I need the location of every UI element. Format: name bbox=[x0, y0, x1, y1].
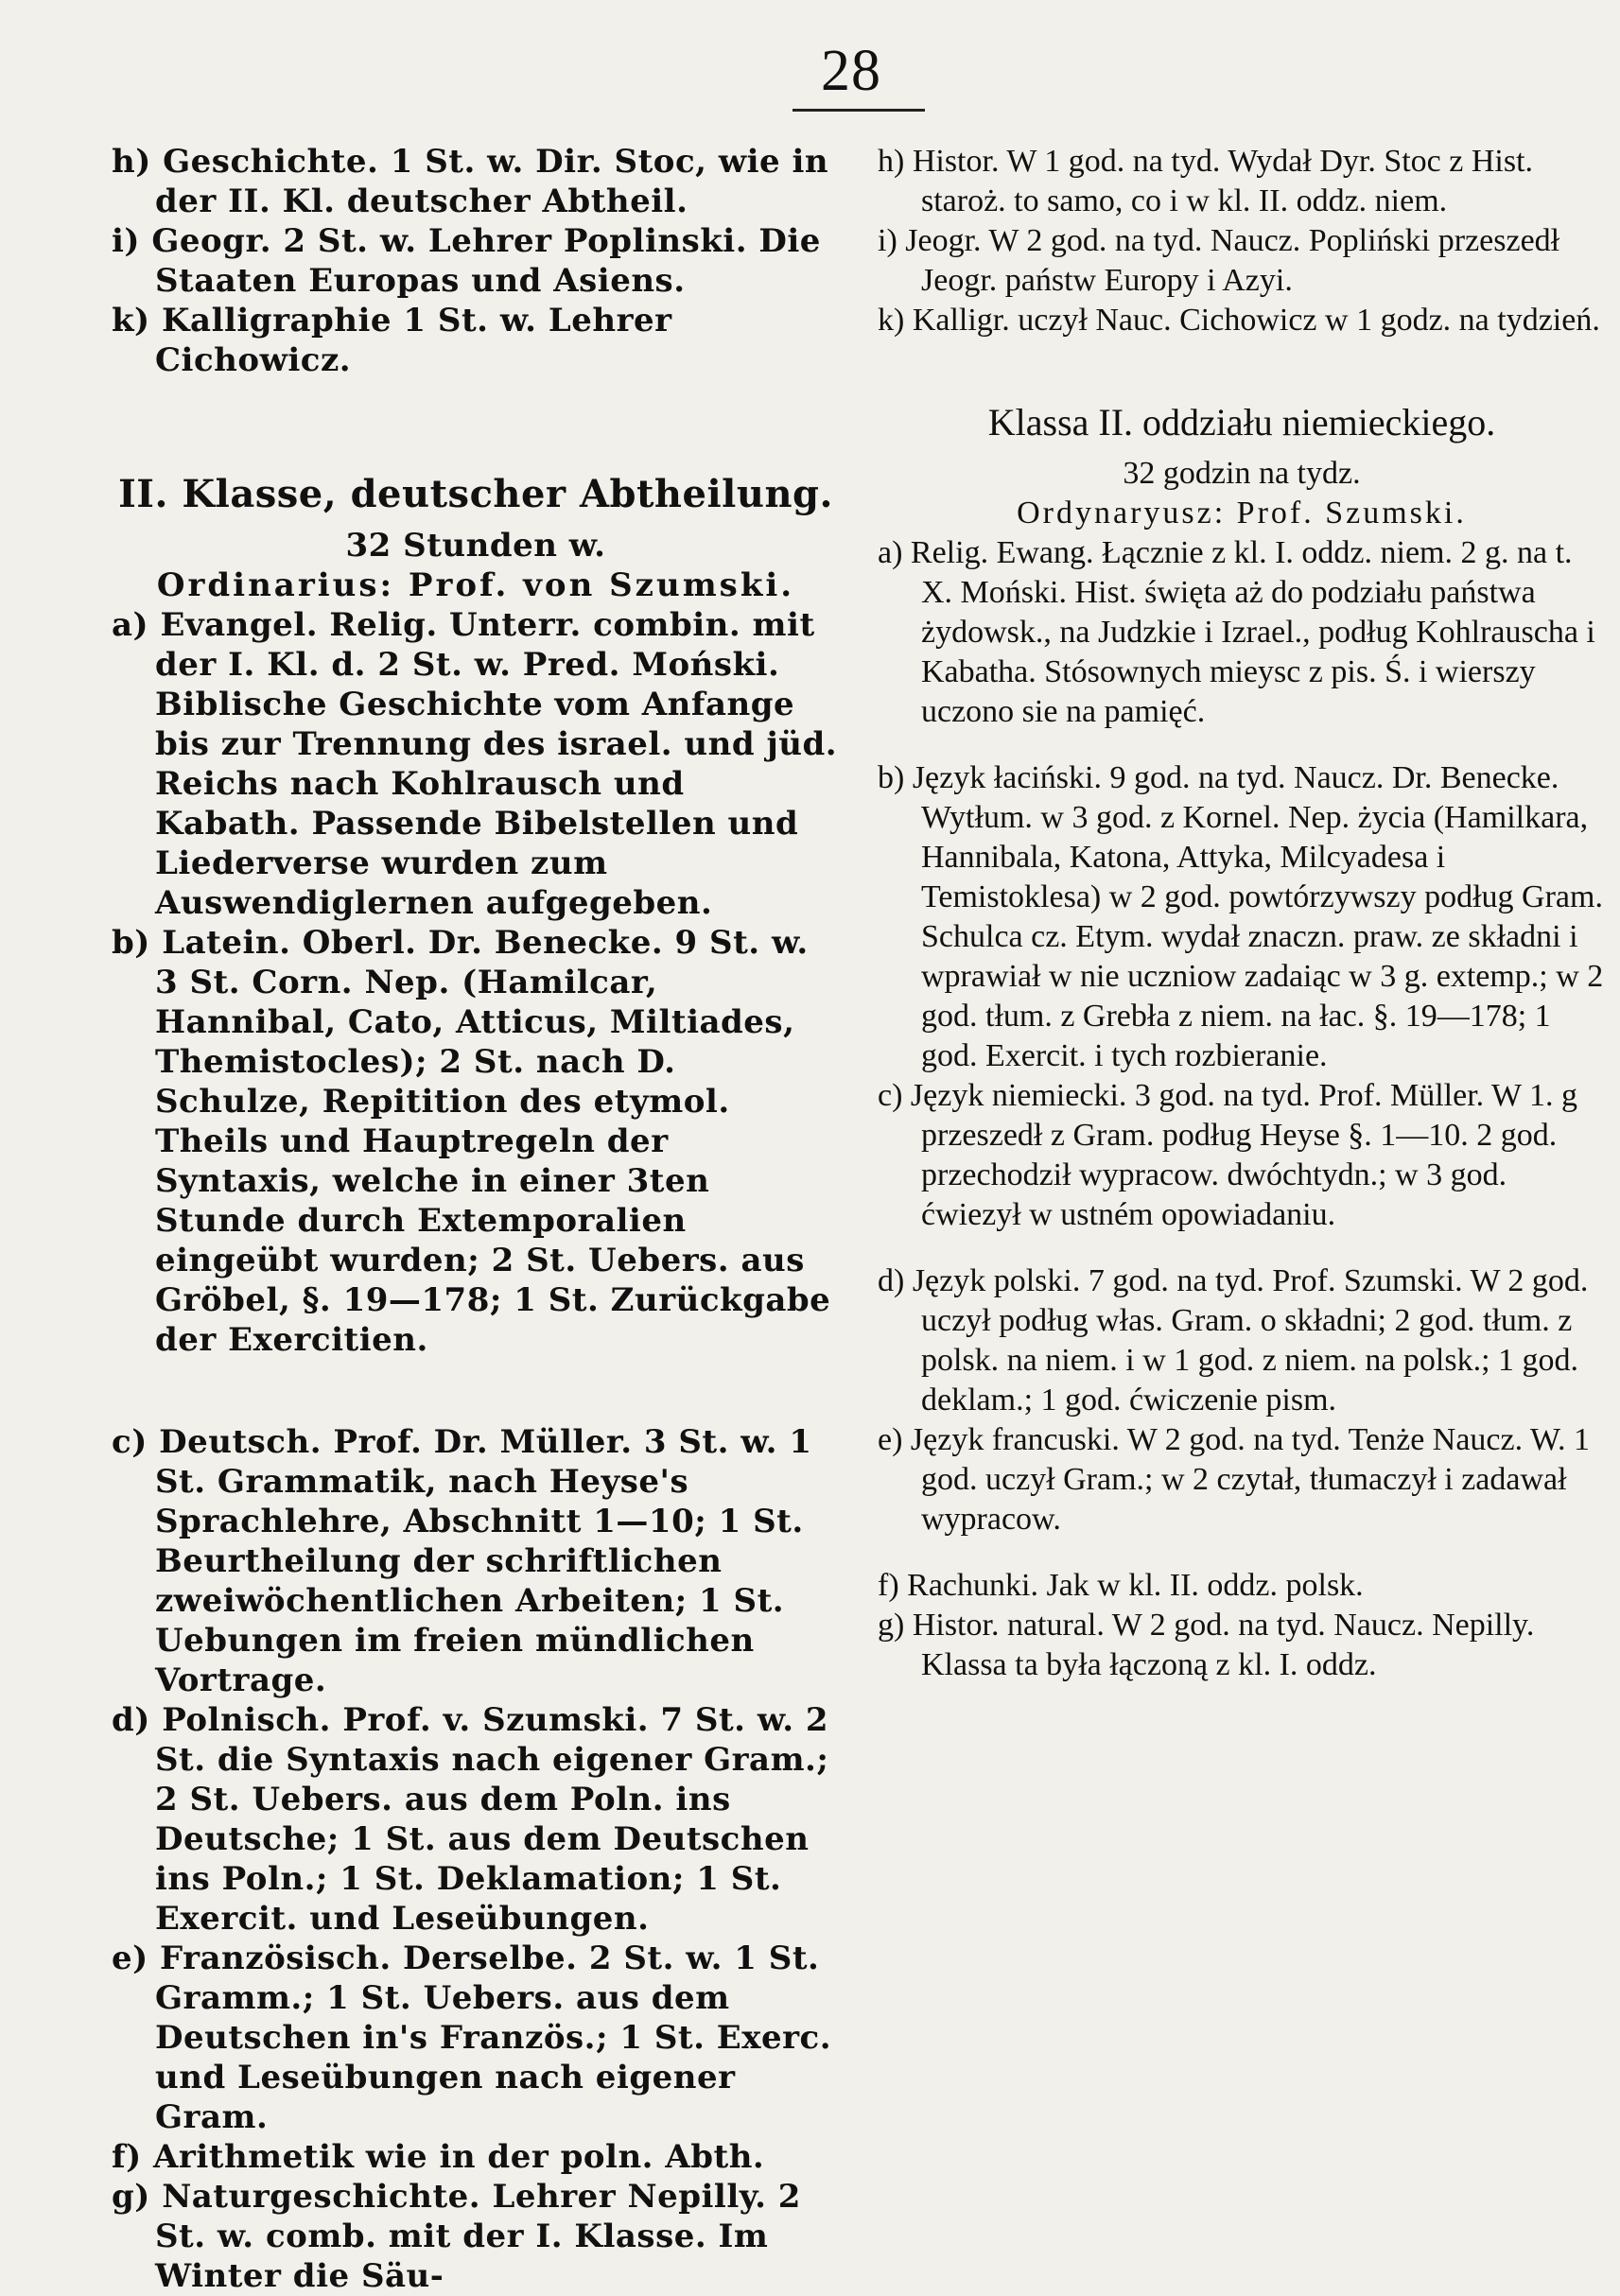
left-item-g: g) Naturgeschichte. Lehrer Nepilly. 2 St. w. comb. mit der I. Klasse. Im Winter die Säu- bbox=[112, 2178, 801, 2295]
right-item-i: i) Jeogr. W 2 god. na tyd. Naucz. Popliński przeszedł Jeogr. państw Europy i Azyi. bbox=[878, 223, 1560, 298]
polish-column bbox=[878, 142, 1606, 1685]
page-number-rule bbox=[793, 109, 925, 112]
right-ordynaryusz: Ordynaryusz: Prof. Szumski. bbox=[1017, 496, 1467, 531]
right-item-k: k) Kalligr. uczył Nauc. Cichowicz w 1 godz. na tydzień. bbox=[878, 303, 1600, 338]
right-item-a: a) Relig. Ewang. Łącznie z kl. I. oddz. niem. 2 g. na t. X. Moński. Hist. święta aż do podziału państwa żydowsk., na Judzkie i Izrael., podług Kohlrauscha i Kabatha. Stósownych mieysc z pis. Ś. i wierszy uczono sie na pamięć. bbox=[878, 535, 1595, 729]
left-item-a: a) Evangel. Relig. Unterr. combin. mit der I. Kl. d. 2 St. w. Pred. Moński. Biblische Geschichte vom Anfange bis zur Trennung des israel. und jüd. Reichs nach Kohlrausch und Kabath. Passende Bibelstellen und Liederverse wurden zum Auswendiglernen aufgegeben. bbox=[112, 606, 838, 922]
left-item-k: k) Kalligraphie 1 St. w. Lehrer Cichowicz. bbox=[112, 302, 672, 379]
right-item-e: e) Język francuski. W 2 god. na tyd. Tenże Naucz. W. 1 god. uczył Gram.; w 2 czytał, tłumaczył i zadawał wypracow. bbox=[878, 1422, 1590, 1537]
right-item-h: h) Histor. W 1 god. na tyd. Wydał Dyr. Stoc z Hist. staroż. to samo, co i w kl. II. oddz. niem. bbox=[878, 144, 1534, 218]
right-section-heading: Klassa II. oddziału niemieckiego. bbox=[987, 401, 1496, 444]
left-item-f: f) Arithmetik wie in der poln. Abth. bbox=[112, 2138, 765, 2176]
right-item-d: d) Język polski. 7 god. na tyd. Prof. Szumski. W 2 god. uczył podług włas. Gram. o składni; 2 god. tłum. z polsk. na niem. i w 1 god. z niem. na polsk.; 1 god. deklam.; 1 god. ćwiczenie pism. bbox=[878, 1263, 1589, 1418]
left-section-heading: II. Klasse, deutscher Abtheilung. bbox=[118, 472, 833, 516]
right-item-c: c) Język niemiecki. 3 god. na tyd. Prof. Müller. W 1. g przeszedł z Gram. podług Heyse §. 1—10. 2 god. przechodził wypracow. dwóchtydn.; w 3 god. ćwiezył w ustném opowiadaniu. bbox=[878, 1078, 1577, 1232]
left-item-c: c) Deutsch. Prof. Dr. Müller. 3 St. w. 1 St. Grammatik, nach Heyse's Sprachlehre, Abschnitt 1—10; 1 St. Beurtheilung der schriftlichen zweiwöchentlichen Arbeiten; 1 St. Uebungen im freien mündlichen Vortrage. bbox=[112, 1423, 812, 1699]
right-hours: 32 godzin na tydz. bbox=[1123, 456, 1361, 491]
right-item-f: f) Rachunki. Jak w kl. II. oddz. polsk. bbox=[878, 1568, 1364, 1603]
right-item-g: g) Histor. natural. W 2 god. na tyd. Naucz. Nepilly. Klassa ta była łączoną z kl. I. oddz. bbox=[878, 1608, 1535, 1682]
left-item-d: d) Polnisch. Prof. v. Szumski. 7 St. w. 2 St. die Syntaxis nach eigener Gram.; 2 St. Uebers. aus dem Poln. ins Deutsche; 1 St. aus dem Deutschen ins Poln.; 1 St. Deklamation; 1 St. Exercit. und Leseübungen. bbox=[112, 1701, 829, 1938]
left-ordinarius: Ordinarius: Prof. von Szumski. bbox=[156, 566, 795, 604]
german-column bbox=[112, 142, 840, 2296]
right-item-b: b) Język łaciński. 9 god. na tyd. Naucz. Dr. Benecke. Wytłum. w 3 god. z Kornel. Nep. życia (Hamilkara, Hannibala, Katona, Attyka, Milcyadesa i Temistoklesa) w 2 god. powtórzywszy podług Gram. Schulca cz. Etym. wydał znaczn. praw. ze składni i wprawiał w nie uczniow zadaiąc w 3 g. extemp.; w 2 god. tłum. z Grebła z niem. na łac. §. 19—178; 1 god. Exercit. i tych rozbieranie. bbox=[878, 760, 1604, 1073]
left-item-e: e) Französisch. Derselbe. 2 St. w. 1 St. Gramm.; 1 St. Uebers. aus dem Deutschen in's Französ.; 1 St. Exerc. und Leseübungen nach eigener Gram. bbox=[112, 1939, 832, 2136]
left-item-b: b) Latein. Oberl. Dr. Benecke. 9 St. w. 3 St. Corn. Nep. (Hamilcar, Hannibal, Cato, Atticus, Miltiades, Themistocles); 2 St. nach D. Schulze, Repitition des etymol. Theils und Hauptregeln der Syntaxis, welche in einer 3ten Stunde durch Extemporalien eingeübt wurden; 2 St. Uebers. aus Gröbel, §. 19—178; 1 St. Zurückgabe der Exercitien. bbox=[112, 924, 831, 1359]
page-number: 28 bbox=[821, 39, 881, 103]
left-item-i: i) Geogr. 2 St. w. Lehrer Poplinski. Die Staaten Europas und Asiens. bbox=[112, 222, 821, 300]
left-item-h: h) Geschichte. 1 St. w. Dir. Stoc, wie in der II. Kl. deutscher Abtheil. bbox=[112, 143, 829, 220]
left-hours: 32 Stunden w. bbox=[345, 527, 606, 565]
